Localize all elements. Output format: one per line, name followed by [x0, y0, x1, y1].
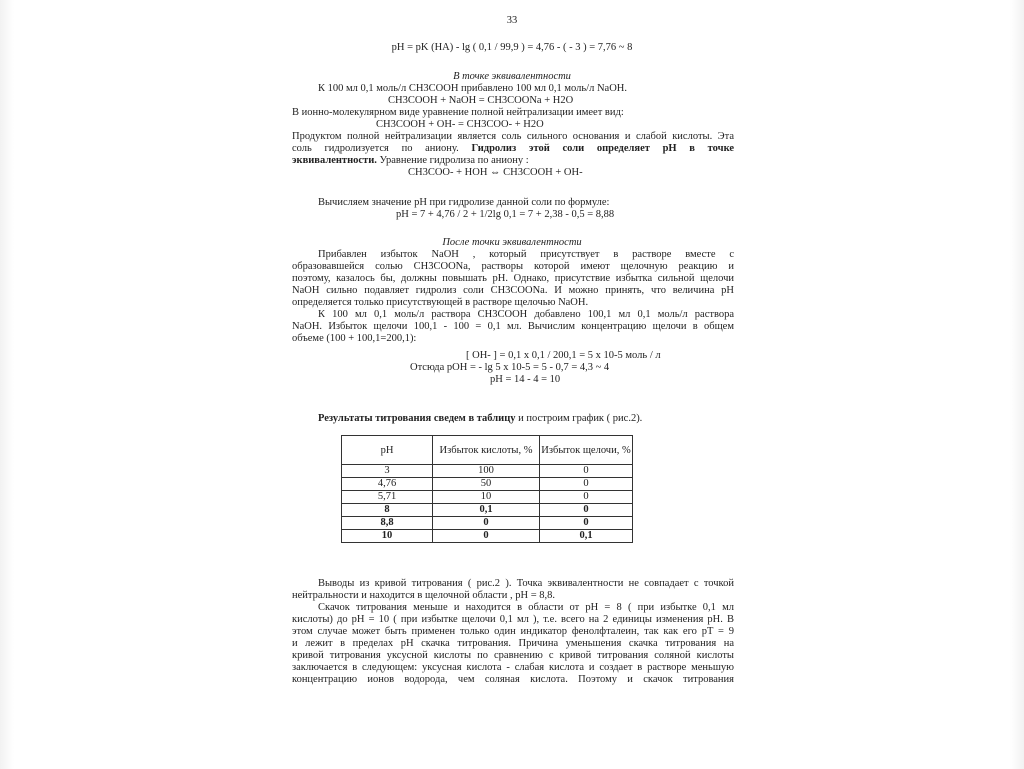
oh-concentration: [ OH- ] = 0,1 x 0,1 / 200,1 = 5 x 10-5 моль / л [466, 350, 661, 361]
table-cell: 8 [342, 504, 433, 517]
page-number: 33 [506, 15, 518, 26]
conclusion-line-7: кривой титрования уксусной кислоты по сравнению с кривой титрования соляной кислоты [292, 650, 734, 661]
table-cell: 10 [342, 530, 433, 543]
after-p2-line-2: NaOH. Избыток щелочи 100,1 - 100 = 0,1 мл. Вычислим концентрацию щелочи в общем [292, 321, 734, 332]
table-cell: 4,76 [342, 478, 433, 491]
table-cell: 0 [433, 530, 540, 543]
table-header-row [342, 436, 633, 465]
conclusion-line-9: концентрацию ионов водорода, чем соляная кислота. Поэтому и скачок титрования [292, 674, 734, 685]
product-line-2-bold: Гидролиз этой соли определяет рН в точке [471, 143, 735, 154]
table-cell: 0 [540, 517, 633, 530]
conclusion-line-5: этом случае может быть применен только один индикатор фенолфталеин, так как его pT = 9 [292, 626, 734, 637]
ph-result: pH = 14 - 4 = 10 [490, 374, 561, 385]
conclusion-line-6: и лежит в пределах рН скачка титрования. Причина уменьшения скачка титрования на [292, 638, 734, 649]
table-cell: 0 [540, 465, 633, 478]
results-line [318, 412, 642, 425]
ph-formula: pH = pK (HA) - lg ( 0,1 / 99,9 ) = 4,76 - ( - 3 ) = 7,76 ~ 8 [391, 42, 633, 53]
after-p1-line-3: поэтому, казалось бы, должны повышать рН. Однако, присутствие избытка сильной щелочи [292, 273, 734, 284]
table-row [342, 465, 633, 478]
reaction-ionic: CH3COOH + OH- = CH3COO- + H2O [376, 119, 544, 130]
table-cell: 8,8 [342, 517, 433, 530]
heading-after-equivalence: После точки эквивалентности [442, 237, 582, 248]
product-line-3-plain: Уравнение гидролиза по аниону : [376, 155, 529, 166]
table-header-acid-excess: Избыток кислоты, % [433, 436, 540, 465]
table-cell: 10 [433, 491, 540, 504]
conclusion-line-3: Скачок титрования меньше и находится в области от рН = 8 ( при избытке 0,1 мл [318, 602, 734, 613]
table-cell: 50 [433, 478, 540, 491]
product-line-2-plain: соль гидролизуется по аниону. [292, 143, 459, 154]
ionic-intro: В ионно-молекулярном виде уравнение полной нейтрализации имеет вид: [292, 107, 624, 118]
product-line-3-bold: эквивалентности. [292, 155, 377, 166]
table-cell: 100 [433, 465, 540, 478]
conclusion-line-1: Выводы из кривой титрования ( рис.2 ). Точка эквивалентности не совпадает с точкой [318, 578, 734, 589]
table-cell: 0 [540, 491, 633, 504]
eq-intro: К 100 мл 0,1 моль/л CH3COOH прибавлено 100 мл 0,1 моль/л NaOH. [318, 83, 627, 94]
table-cell: 0,1 [433, 504, 540, 517]
conclusion-line-4: кислоты) до рН = 10 ( при избытке щелочи 0,1 мл ), т.е. всего на 2 единицы изменения рН. В [292, 614, 734, 625]
table-cell: 5,71 [342, 491, 433, 504]
table-cell: 3 [342, 465, 433, 478]
table-cell: 0 [433, 517, 540, 530]
table-row [342, 517, 633, 530]
table-row [342, 530, 633, 543]
table-header-alkali-excess: Избыток щелочи, % [540, 436, 633, 465]
page-edge-right [1010, 0, 1024, 769]
product-line-1: Продуктом полной нейтрализации является соль сильного основания и слабой кислоты. Эта [292, 131, 734, 142]
table-row [342, 478, 633, 491]
after-p2-line-3: объеме (100 + 100,1=200,1): [292, 333, 417, 344]
results-bold: Результаты титрования сведем в таблицу [318, 413, 516, 424]
calc-formula: pH = 7 + 4,76 / 2 + 1/2lg 0,1 = 7 + 2,38 - 0,5 = 8,88 [396, 209, 615, 220]
conclusion-line-2: нейтральности и находится в щелочной области , рН = 8,8. [292, 590, 556, 601]
after-p1-line-2: образовавшейся солью CH3COONa, растворы которой имеют щелочную реакцию и [292, 261, 734, 272]
heading-equivalence-point: В точке эквивалентности [453, 71, 571, 82]
after-p2-line-1: К 100 мл 0,1 моль/л раствора CH3COOH добавлено 100,1 мл 0,1 моль/л раствора [318, 309, 734, 320]
table-cell: 0 [540, 504, 633, 517]
reaction-molecular: CH3COOH + NaOH = CH3COONa + H2O [388, 95, 574, 106]
table-cell: 0 [540, 478, 633, 491]
table-header-ph: pH [342, 436, 433, 465]
table-row [342, 491, 633, 504]
hydrolysis-equation: CH3COO- + HOH ⇔ CH3COOH + OH- [408, 167, 583, 178]
after-p1-line-1: Прибавлен избыток NaOH , который присутствует в растворе вместе с [318, 249, 734, 260]
table-cell: 0,1 [540, 530, 633, 543]
conclusion-line-8: заключается в следующем: уксусная кислота - слабая кислота и создает в растворе меньшую [292, 662, 734, 673]
calc-intro: Вычисляем значение рН при гидролизе данной соли по формуле: [318, 197, 610, 208]
after-p1-line-5: определяется только присутствующей в растворе щелочью NaOH. [292, 297, 589, 308]
poh-calculation: Отсюда pOH = - lg 5 x 10-5 = 5 - 0,7 = 4,3 ~ 4 [410, 362, 610, 373]
results-rest: и построим график ( рис.2). [515, 413, 643, 424]
table-row [342, 504, 633, 517]
after-p1-line-4: NaOH сильно подавляет гидролиз соли CH3COONa. И можно принять, что величина рН [292, 285, 734, 296]
page-edge-left [0, 0, 14, 769]
titration-results-table [341, 435, 633, 543]
